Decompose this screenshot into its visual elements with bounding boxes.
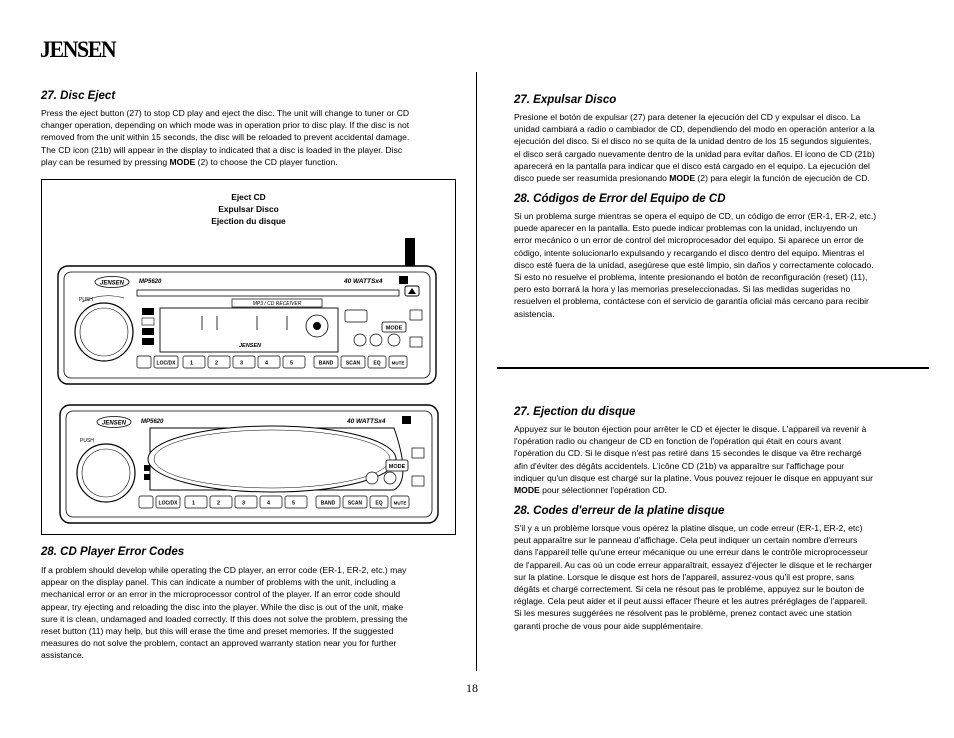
eq-label: EQ: [375, 500, 383, 507]
text-line: Press the eject button (27) to stop CD play and eject the disc. The unit will change to tuner or CD: [41, 108, 410, 118]
text-line: If a problem should develop while operating the CD player, an error code (ER-1, ER-2, etc.) may: [41, 565, 407, 575]
preset-3-label: 3: [240, 360, 244, 367]
text-line: reset button (11) may help, but this will erase the time and preset memories. If the suggested: [41, 626, 394, 637]
text-line: disco esté fuera de la unidad, asegúrese que esté limpio, sin daños y correctamente colocado.: [514, 259, 874, 270]
column-divider: [476, 72, 477, 671]
text-line: l'opération du CD. Si le disque n'est pas retiré dans 15 secondes le disque va être rechargé: [514, 448, 862, 459]
mode-bold: MODE: [669, 173, 696, 184]
text-line: pero esto borrará la hora y las memorias preseleccionadas. Si las medidas sugeridas no: [514, 284, 851, 295]
ejected-disc: [148, 426, 396, 492]
preset-1-label: 1: [192, 500, 196, 507]
mute-label: MUTE: [393, 500, 407, 506]
text-line: unidad cambiará a radio o cambiador de CD, dependiendo del modo en operación anterior a la: [514, 124, 875, 135]
radio-top-power: 40 WATTSx4: [344, 278, 383, 285]
heading-expulsar-disco: 27. Expulsar Disco: [514, 94, 617, 106]
text-line: [514, 172, 934, 184]
text-line: S'il y a un problème lorsque vous opérez la platine disque, un code erreur (ER-1, ER-2, etc): [514, 523, 863, 533]
text-line: Si les mesures suggérées ne résolvent pas le problème, prenez contact avec une station: [514, 608, 852, 619]
section-ejection-disque: [514, 406, 934, 496]
preset-1-label: 1: [190, 360, 194, 367]
body-disc-eject: [41, 107, 461, 168]
text-line: asistencia.: [514, 308, 555, 319]
language-divider: [497, 367, 929, 369]
text-span: disco puede ser reasumida presionando: [514, 173, 670, 184]
loc-dx-label: LOC/DX: [158, 500, 178, 507]
text-span: pour sélectionner l'opération CD.: [539, 485, 668, 496]
text-line: Appuyez sur le bouton éjection pour arrêter le CD et éjecter le disque. L'appareil va revenir à: [514, 424, 867, 434]
heading-ejection-disque: 27. Ejection du disque: [514, 406, 636, 418]
text-line: assistance.: [41, 650, 84, 661]
text-line: sur la platine. Lorsque le disque est hors de l'appareil, assurez-vous qu'il est propre, sans: [514, 571, 855, 582]
figure-caption-es: Expulsar Disco: [218, 204, 279, 214]
mode-bold: MODE: [169, 156, 196, 167]
body-codes-erreur: [514, 522, 934, 632]
text-line: ejecución del disco. Si el disco no se quita de la unidad dentro de los 15 segundos siguientes,: [514, 136, 872, 147]
mute-label: MUTE: [391, 360, 405, 366]
radio-bottom-brand: JENSEN: [101, 420, 127, 427]
brand-logo: JENSEN: [40, 37, 116, 62]
mode-bold: MODE: [514, 485, 540, 496]
section-codes-erreur: [514, 505, 934, 632]
radio-top-brand: JENSEN: [99, 280, 125, 287]
text-line: el disco será cargado nuevamente dentro de la unidad para evitar daños. El icono de CD (21b): [514, 148, 875, 159]
text-line: [514, 484, 934, 496]
text-line: código, intente solucionarlo expulsando y recargando el disco dentro del equipo. Mientras el: [514, 247, 865, 258]
text-line: appear, try ejecting and reloading the disc into the player. While the disc is out of the unit, make: [41, 601, 404, 612]
section-disc-eject: [41, 90, 461, 168]
heading-error-codes: 28. CD Player Error Codes: [41, 546, 185, 558]
preset-3-label: 3: [242, 500, 246, 507]
body-codigos-error: [514, 210, 934, 320]
loc-dx-label: LOC/DX: [156, 360, 176, 367]
preset-4-label: 4: [265, 360, 269, 367]
text-line: changer operation, depending on which mode was in operation prior to disc play. If the disc is not: [41, 120, 410, 131]
body-expulsar-disco: [514, 111, 934, 184]
text-line: de l'appareil. Au cas où un code erreur apparaîtrait, essayez d'éjecter le disque et le recharger: [514, 559, 873, 570]
text-line: indiquer qu'un disque est chargé sur la platine. Vous pouvez rejouer le disque en appuyant sur: [514, 472, 873, 483]
section-error-codes: [41, 546, 461, 662]
text-line: dans l'appareil telle qu'une erreur mécanique ou une erreur dans le contrôle microprocesseur: [514, 547, 868, 558]
menu-button[interactable]: [345, 310, 367, 322]
scan-label: SCAN: [347, 500, 363, 507]
eq-label: EQ: [373, 360, 381, 367]
body-ejection-disque: [514, 423, 934, 496]
eject-figure: [41, 179, 456, 535]
text-span: (2) to choose the CD player function.: [195, 156, 338, 167]
radio-bottom-power: 40 WATTSx4: [347, 418, 386, 425]
preset-5-label: 5: [290, 360, 294, 367]
band-label: BAND: [318, 360, 334, 367]
radio-bottom-push: PUSH: [80, 438, 94, 444]
mode-label: MODE: [385, 325, 403, 332]
text-line: mechanical error or an error in the microprocessor control of the player. If an error code should: [41, 589, 401, 600]
preset-2-label: 2: [217, 500, 221, 507]
preset-4-label: 4: [267, 500, 271, 507]
text-line: Si esto no resuelve el problema, intente presionando el botón de reconfiguración (reset) (11),: [514, 272, 868, 283]
text-line: measures do not solve the problem, contact an approved warranty station near you for further: [41, 638, 397, 649]
radio-illustration: [42, 180, 455, 534]
text-line: garanti proche de vous pour aide supplémentaire.: [514, 620, 704, 631]
text-line: error mecánico o un error de control del microprocesador del equipo. Si aparece un error de: [514, 235, 864, 246]
text-line: Si un problema surge mientras se opera el equipo de CD, un código de error (ER-1, ER-2, etc.): [514, 211, 877, 221]
page-number: 18: [466, 681, 478, 695]
mode-label-bottom: MODE: [388, 464, 406, 470]
heading-disc-eject: 27. Disc Eject: [41, 90, 116, 102]
volume-knob[interactable]: [75, 303, 133, 361]
radio-top-push: PUSH: [79, 297, 93, 303]
text-span: (2) para elegir la función de ejecución de CD.: [695, 173, 870, 184]
text-line: aparecerá en la pantalla para indicar que el disco está cargado en el equipo. La ejecución del: [514, 160, 870, 171]
text-line: l'opération radio ou changeur de CD en fonction de l'opération qui était en cours avant: [514, 436, 842, 447]
text-line: dégâts et chargé correctement. Si cela ne résout pas le problème, appuyez sur le bouton de: [514, 584, 865, 595]
text-span: play can be resumed by pressing: [41, 156, 170, 167]
preset-5-label: 5: [292, 500, 296, 507]
text-line: réglage. Cela peut aider et il peut aussi effacer l'heure et les autres préréglages de l'appareil.: [514, 596, 868, 607]
text-line: removed from the unit within 15 seconds, the disc will be reloaded to prevent accidental damage.: [41, 132, 410, 143]
radio-top-slot-label: MP3 / CD RECEIVER: [252, 301, 302, 307]
section-codigos-error: [514, 193, 934, 320]
heading-codigos-error: 28. Códigos de Error del Equipo de CD: [514, 193, 726, 205]
figure-caption-en: Eject CD: [231, 192, 266, 202]
text-line: The CD icon (21b) will appear in the display to indicated that a disc is loaded in the player. Disc: [41, 144, 403, 155]
figure-caption-fr: Ejection du disque: [211, 216, 286, 226]
radio-top-badge: JENSEN: [238, 343, 262, 349]
radio-bottom-model: MP5620: [141, 419, 164, 425]
body-error-codes: [41, 564, 461, 662]
text-line: [41, 156, 461, 168]
text-line: appear on the display panel. This can indicate a number of problems with the unit, including a: [41, 577, 396, 588]
text-line: afin d'éviter des dégâts accidentels. L'icône CD (21b) va apparaître sur l'affichage pour: [514, 460, 845, 471]
volume-knob-bottom[interactable]: [77, 444, 135, 502]
text-line: puede aparecer en la pantalla. Esto puede indicar problemas con la unidad, incluyendo un: [514, 223, 858, 234]
text-line: sure it is clean, undamaged and loaded correctly. If this does not solve the problem, pressing the: [41, 613, 408, 624]
text-line: Presione el botón de expulsar (27) para detener la ejecución del CD y expulsar el disco. La: [514, 112, 861, 122]
section-expulsar-disco: [514, 94, 934, 184]
preset-2-label: 2: [215, 360, 219, 367]
band-label: BAND: [320, 500, 336, 507]
heading-codes-erreur: 28. Codes d'erreur de la platine disque: [514, 505, 725, 517]
radio-top: [58, 266, 436, 384]
radio-bottom: [60, 405, 438, 523]
scan-label: SCAN: [345, 360, 361, 367]
radio-top-model: MP5620: [139, 279, 162, 285]
text-line: resuelven el problema, contáctese con el servicio de garantía oficial más cercano para recibir: [514, 296, 869, 307]
text-line: peut apparaître sur le panneau d'affichage. Cela peut indiquer un certain nombre d'erreurs: [514, 535, 858, 546]
